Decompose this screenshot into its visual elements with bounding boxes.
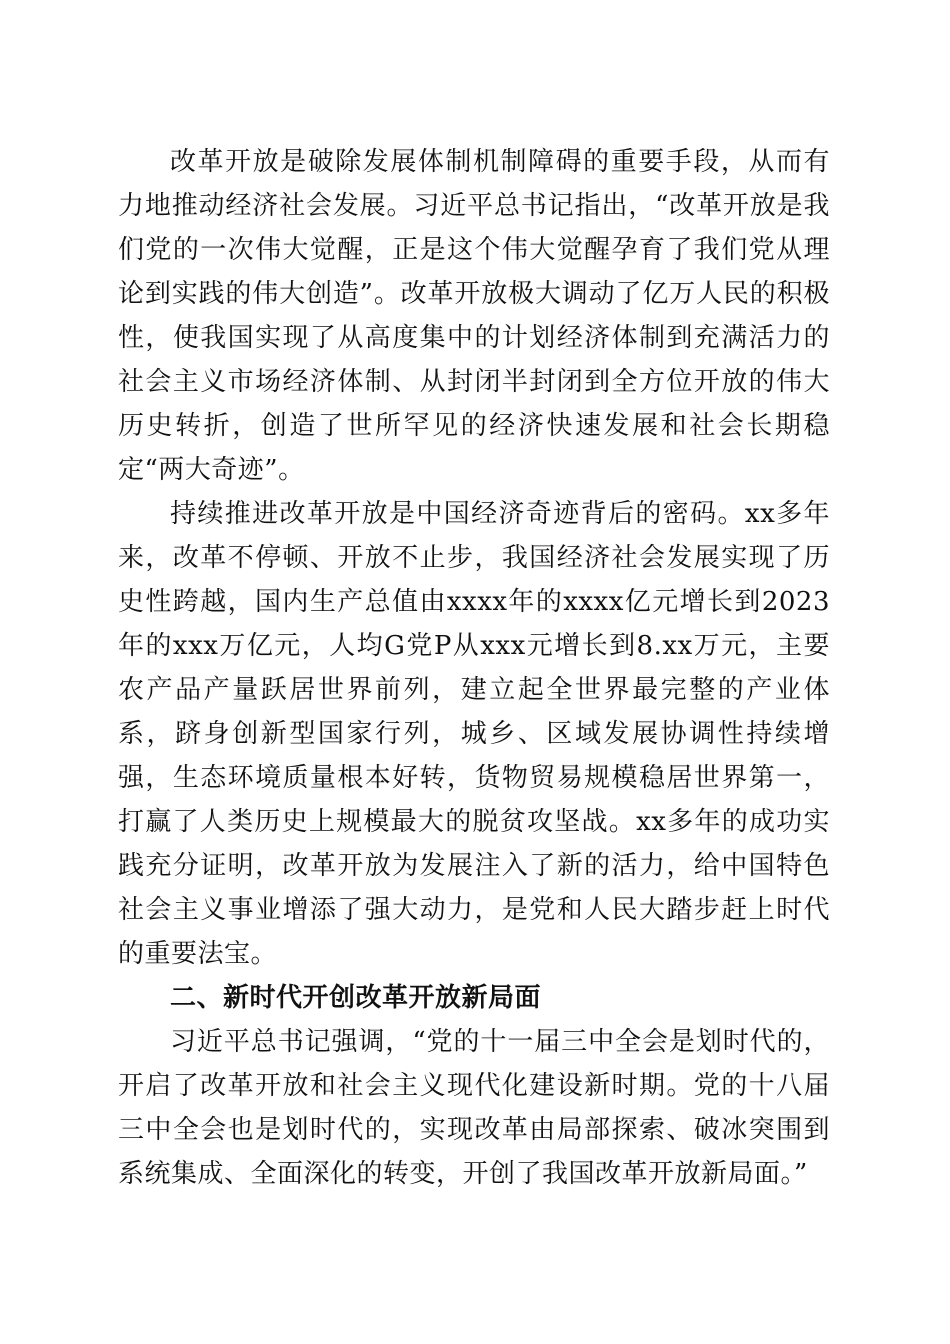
- paragraph-new-era: 习近平总书记强调，“党的十一届三中全会是划时代的，开启了改革开放和社会主义现代化建设新时期。党的十八届三中全会也是划时代的，实现改革由局部探索、破冰突围到系统集成、全面深化的转变，开创了我国改革开放新局面。”: [118, 1027, 830, 1189]
- section-heading: 二、新时代开创改革开放新局面: [170, 983, 542, 1013]
- paragraph-reform-opening: 改革开放是破除发展体制机制障碍的重要手段，从而有力地推动经济社会发展。习近平总书记指出，“改革开放是我们党的一次伟大觉醒，正是这个伟大觉醒孕育了我们党从理论到实践的伟大创造”。改革开放极大调动了亿万人民的积极性，使我国实现了从高度集中的计划经济体制到充满活力的社会主义市场经济体制、从封闭半封闭到全方位开放的伟大历史转折，创造了世所罕见的经济快速发展和社会长期稳定“两大奇迹”。: [118, 147, 830, 485]
- document-page: [118, 140, 830, 1196]
- paragraph-economic-miracle: 持续推进改革开放是中国经济奇迹背后的密码。xx多年来，改革不停顿、开放不止步，我国经济社会发展实现了历史性跨越，国内生产总值由xxxx年的xxxx亿元增长到2023年的xxx万亿元，人均G党P从xxx元增长到8.xx万元，主要农产品产量跃居世界前列，建立起全世界最完整的产业体系，跻身创新型国家行列，城乡、区域发展协调性持续增强，生态环境质量根本好转，货物贸易规模稳居世界第一，打赢了人类历史上规模最大的脱贫攻坚战。xx多年的成功实践充分证明，改革开放为发展注入了新的活力，给中国特色社会主义事业增添了强大动力，是党和人民大踏步赶上时代的重要法宝。: [118, 499, 830, 969]
